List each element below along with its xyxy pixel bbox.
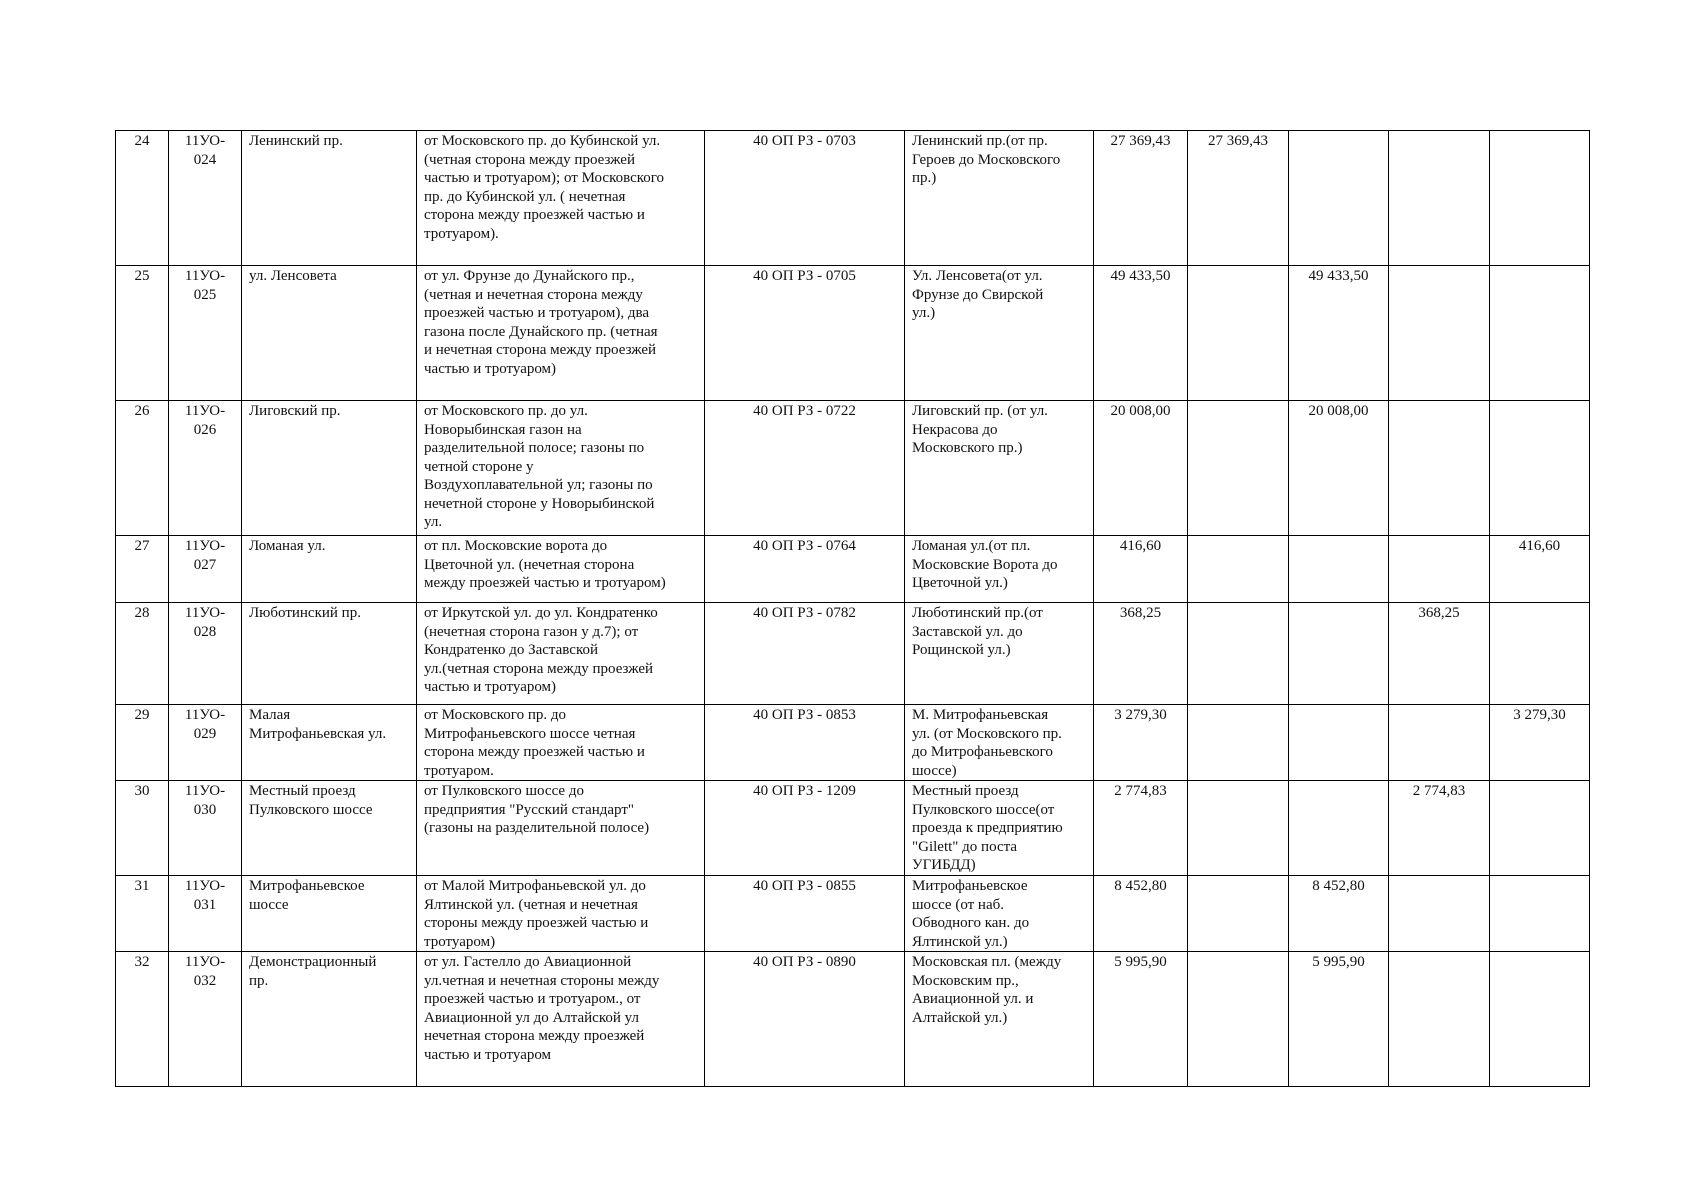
road-name-line: Ломаная ул.(от пл. bbox=[912, 538, 1031, 554]
area-value bbox=[1490, 266, 1590, 401]
area-value bbox=[1490, 876, 1590, 952]
section-description-line: проезжей частью и тротуаром., от bbox=[424, 991, 641, 1007]
road-name-line: УГИБДД) bbox=[912, 857, 976, 873]
street-name bbox=[242, 952, 417, 1087]
section-description-line: частью и тротуаром); от Московского bbox=[424, 170, 665, 186]
road-name-line: ул. (от Московского пр. bbox=[912, 725, 1062, 742]
section-description-line: предприятия "Русский стандарт" bbox=[424, 801, 635, 818]
street-name bbox=[242, 603, 417, 705]
row-number: 26 bbox=[116, 401, 169, 536]
road-name bbox=[905, 536, 1094, 603]
area-value bbox=[1289, 603, 1389, 705]
section-description-line: разделительной полосе; газоны по bbox=[424, 440, 645, 456]
area-value bbox=[1188, 705, 1289, 781]
section-description-line: Воздухоплавательной ул; газоны по bbox=[424, 477, 653, 493]
area-value bbox=[1389, 401, 1490, 536]
object-code-line: 024 bbox=[193, 151, 217, 168]
area-value bbox=[1389, 876, 1490, 952]
area-value bbox=[1188, 536, 1289, 603]
road-name-line: проезда к предприятию bbox=[912, 820, 1063, 836]
section-description-line: от Малой Митрофаньевской ул. до bbox=[424, 878, 646, 894]
section-description-line: сторона между проезжей частью и bbox=[424, 207, 645, 223]
road-name-line: Местный проезд bbox=[912, 783, 1019, 799]
section-description-line: четной стороне у bbox=[424, 458, 534, 475]
registry-number: 40 ОП РЗ - 0853 bbox=[705, 705, 905, 781]
row-number: 27 bbox=[116, 536, 169, 603]
road-name-line: пр.) bbox=[912, 170, 937, 186]
area-value bbox=[1389, 131, 1490, 266]
object-code bbox=[169, 536, 242, 603]
road-name bbox=[905, 401, 1094, 536]
area-value: 5 995,90 bbox=[1289, 952, 1389, 1087]
area-value: 8 452,80 bbox=[1289, 876, 1389, 952]
road-name-line: "Gilett" до поста bbox=[912, 838, 1017, 855]
section-description-line: от Пулковского шоссе до bbox=[424, 783, 584, 799]
road-name-line: до Митрофаньевского bbox=[912, 744, 1053, 760]
section-description-line: Кондратенко до Заставской bbox=[424, 642, 599, 658]
road-name bbox=[905, 781, 1094, 876]
area-value: 3 279,30 bbox=[1490, 705, 1590, 781]
area-value: 416,60 bbox=[1490, 536, 1590, 603]
section-description-line: Митрофаньевского шоссе четная bbox=[424, 725, 636, 742]
road-name-line: Ленинский пр.(от пр. bbox=[912, 133, 1048, 149]
section-description bbox=[417, 603, 705, 705]
street-name-line: пр. bbox=[249, 972, 269, 989]
road-name-line: ул.) bbox=[912, 305, 936, 321]
row-number: 28 bbox=[116, 603, 169, 705]
section-description-line: Цветочной ул. (нечетная сторона bbox=[424, 556, 635, 573]
green-areas-table bbox=[115, 130, 1590, 1087]
object-code-line: 11УО- bbox=[184, 954, 226, 970]
table-body bbox=[116, 131, 1590, 1087]
road-name-line: Фрунзе до Свирской bbox=[912, 286, 1044, 303]
row-number: 31 bbox=[116, 876, 169, 952]
section-description-line: проезжей частью и тротуаром), два bbox=[424, 305, 650, 321]
area-value bbox=[1188, 266, 1289, 401]
section-description bbox=[417, 131, 705, 266]
object-code bbox=[169, 401, 242, 536]
section-description bbox=[417, 781, 705, 876]
table-row bbox=[116, 603, 1590, 705]
street-name bbox=[242, 705, 417, 781]
total-area: 5 995,90 bbox=[1094, 952, 1188, 1087]
section-description-line: от Московского пр. до bbox=[424, 707, 566, 723]
object-code bbox=[169, 952, 242, 1087]
road-name-line: Обводного кан. до bbox=[912, 915, 1030, 931]
object-code-line: 11УО- bbox=[184, 605, 226, 621]
section-description-line: пр. до Кубинской ул. ( нечетная bbox=[424, 188, 626, 205]
area-value bbox=[1289, 705, 1389, 781]
road-name-line: Авиационной ул. и bbox=[912, 991, 1034, 1007]
road-name bbox=[905, 131, 1094, 266]
total-area: 27 369,43 bbox=[1094, 131, 1188, 266]
road-name-line: Алтайской ул.) bbox=[912, 1009, 1008, 1026]
street-name-line: Люботинский пр. bbox=[249, 605, 361, 621]
table-row bbox=[116, 536, 1590, 603]
object-code-line: 026 bbox=[193, 421, 217, 438]
area-value: 49 433,50 bbox=[1289, 266, 1389, 401]
street-name bbox=[242, 536, 417, 603]
table-row bbox=[116, 131, 1590, 266]
registry-number: 40 ОП РЗ - 0764 bbox=[705, 536, 905, 603]
object-code-line: 030 bbox=[193, 801, 217, 818]
road-name-line: Лиговский пр. (от ул. bbox=[912, 403, 1048, 419]
section-description-line: тротуаром). bbox=[424, 225, 499, 242]
area-value bbox=[1188, 603, 1289, 705]
road-name-line: Некрасова до bbox=[912, 421, 998, 438]
road-name bbox=[905, 876, 1094, 952]
area-value bbox=[1490, 131, 1590, 266]
registry-number: 40 ОП РЗ - 0722 bbox=[705, 401, 905, 536]
area-value bbox=[1188, 401, 1289, 536]
section-description-line: стороны между проезжей частью и bbox=[424, 915, 649, 931]
street-name-line: ул. Ленсовета bbox=[249, 268, 337, 284]
area-value bbox=[1490, 781, 1590, 876]
section-description-line: Ялтинской ул. (четная и нечетная bbox=[424, 896, 638, 913]
section-description-line: от Московского пр. до ул. bbox=[424, 403, 588, 419]
section-description-line: ул.(четная сторона между проезжей bbox=[424, 660, 654, 677]
area-value: 20 008,00 bbox=[1289, 401, 1389, 536]
object-code bbox=[169, 131, 242, 266]
registry-number: 40 ОП РЗ - 0855 bbox=[705, 876, 905, 952]
section-description-line: нечетной стороне у Новорыбинской bbox=[424, 495, 655, 512]
area-value bbox=[1389, 536, 1490, 603]
table-row bbox=[116, 401, 1590, 536]
street-name-line: Лиговский пр. bbox=[249, 403, 341, 419]
street-name-line: Пулковского шоссе bbox=[249, 801, 373, 818]
object-code-line: 029 bbox=[193, 725, 217, 742]
street-name-line: Местный проезд bbox=[249, 783, 356, 799]
area-value bbox=[1289, 536, 1389, 603]
section-description bbox=[417, 952, 705, 1087]
street-name bbox=[242, 401, 417, 536]
object-code-line: 11УО- bbox=[184, 403, 226, 419]
street-name bbox=[242, 781, 417, 876]
section-description-line: ул.четная и нечетная стороны между bbox=[424, 972, 660, 989]
area-value bbox=[1389, 952, 1490, 1087]
section-description bbox=[417, 876, 705, 952]
total-area: 368,25 bbox=[1094, 603, 1188, 705]
object-code-line: 025 bbox=[193, 286, 217, 303]
road-name-line: Героев до Московского bbox=[912, 151, 1061, 168]
road-name-line: Заставской ул. до bbox=[912, 623, 1023, 640]
object-code-line: 031 bbox=[193, 896, 217, 913]
total-area: 2 774,83 bbox=[1094, 781, 1188, 876]
area-value bbox=[1389, 266, 1490, 401]
area-value bbox=[1289, 131, 1389, 266]
section-description-line: и нечетная сторона между проезжей bbox=[424, 342, 657, 358]
area-value: 27 369,43 bbox=[1188, 131, 1289, 266]
row-number: 32 bbox=[116, 952, 169, 1087]
registry-number: 40 ОП РЗ - 0705 bbox=[705, 266, 905, 401]
street-name-line: Демонстрационный bbox=[249, 954, 377, 970]
road-name-line: Пулковского шоссе(от bbox=[912, 801, 1055, 818]
section-description-line: тротуаром) bbox=[424, 933, 496, 950]
road-name-line: Московского пр.) bbox=[912, 440, 1023, 456]
object-code-line: 028 bbox=[193, 623, 217, 640]
object-code-line: 11УО- bbox=[184, 268, 226, 284]
street-name-line: Митрофаньевское bbox=[249, 878, 365, 894]
section-description-line: тротуаром. bbox=[424, 762, 494, 779]
row-number: 29 bbox=[116, 705, 169, 781]
section-description-line: от пл. Московские ворота до bbox=[424, 538, 608, 554]
section-description-line: от ул. Гастелло до Авиационной bbox=[424, 954, 632, 970]
road-name-line: Ул. Ленсовета(от ул. bbox=[912, 268, 1043, 284]
area-value bbox=[1389, 705, 1490, 781]
street-name-line: Ломаная ул. bbox=[249, 538, 326, 554]
road-name bbox=[905, 952, 1094, 1087]
table-row bbox=[116, 705, 1590, 781]
road-name bbox=[905, 705, 1094, 781]
section-description-line: (четная и нечетная сторона между bbox=[424, 286, 643, 303]
section-description-line: сторона между проезжей частью и bbox=[424, 744, 645, 760]
road-name bbox=[905, 603, 1094, 705]
road-name-line: шоссе) bbox=[912, 762, 957, 779]
road-name bbox=[905, 266, 1094, 401]
area-value: 368,25 bbox=[1389, 603, 1490, 705]
object-code bbox=[169, 603, 242, 705]
section-description bbox=[417, 536, 705, 603]
street-name-line: Малая bbox=[249, 707, 291, 723]
registry-number: 40 ОП РЗ - 0782 bbox=[705, 603, 905, 705]
total-area: 49 433,50 bbox=[1094, 266, 1188, 401]
section-description-line: частью и тротуаром) bbox=[424, 679, 557, 695]
row-number: 24 bbox=[116, 131, 169, 266]
road-name-line: Московским пр., bbox=[912, 972, 1019, 989]
area-value bbox=[1289, 781, 1389, 876]
object-code bbox=[169, 705, 242, 781]
object-code bbox=[169, 876, 242, 952]
total-area: 416,60 bbox=[1094, 536, 1188, 603]
area-value bbox=[1490, 401, 1590, 536]
object-code bbox=[169, 266, 242, 401]
section-description-line: от Московского пр. до Кубинской ул. bbox=[424, 133, 661, 149]
street-name-line: Митрофаньевская ул. bbox=[249, 725, 387, 742]
street-name bbox=[242, 266, 417, 401]
section-description-line: (четная сторона между проезжей bbox=[424, 151, 635, 168]
section-description bbox=[417, 266, 705, 401]
road-name-line: Московская пл. (между bbox=[912, 954, 1062, 970]
road-name-line: Рощинской ул.) bbox=[912, 642, 1011, 658]
area-value bbox=[1188, 781, 1289, 876]
area-value bbox=[1490, 952, 1590, 1087]
section-description-line: Авиационной ул до Алтайской ул bbox=[424, 1009, 639, 1026]
road-name-line: Цветочной ул.) bbox=[912, 575, 1008, 591]
street-name bbox=[242, 876, 417, 952]
section-description bbox=[417, 705, 705, 781]
road-name-line: Ялтинской ул.) bbox=[912, 933, 1008, 950]
area-value bbox=[1188, 876, 1289, 952]
row-number: 30 bbox=[116, 781, 169, 876]
road-name-line: Московские Ворота до bbox=[912, 556, 1058, 573]
object-code-line: 11УО- bbox=[184, 133, 226, 149]
road-name-line: М. Митрофаньевская bbox=[912, 707, 1049, 723]
area-value: 2 774,83 bbox=[1389, 781, 1490, 876]
section-description-line: от Иркутской ул. до ул. Кондратенко bbox=[424, 605, 658, 621]
area-value bbox=[1490, 603, 1590, 705]
registry-number: 40 ОП РЗ - 0890 bbox=[705, 952, 905, 1087]
road-name-line: Митрофаньевское bbox=[912, 878, 1028, 894]
section-description-line: (газоны на разделительной полосе) bbox=[424, 820, 650, 836]
registry-number: 40 ОП РЗ - 0703 bbox=[705, 131, 905, 266]
table-row bbox=[116, 876, 1590, 952]
table-row bbox=[116, 266, 1590, 401]
section-description-line: Новорыбинская газон на bbox=[424, 421, 582, 438]
section-description-line: между проезжей частью и тротуаром) bbox=[424, 575, 666, 591]
street-name-line: шоссе bbox=[249, 896, 289, 913]
section-description-line: газона после Дунайского пр. (четная bbox=[424, 323, 658, 340]
area-value bbox=[1188, 952, 1289, 1087]
section-description-line: от ул. Фрунзе до Дунайского пр., bbox=[424, 268, 635, 284]
road-name-line: Люботинский пр.(от bbox=[912, 605, 1043, 621]
section-description bbox=[417, 401, 705, 536]
object-code-line: 11УО- bbox=[184, 538, 226, 554]
object-code bbox=[169, 781, 242, 876]
object-code-line: 11УО- bbox=[184, 878, 226, 894]
road-name-line: шоссе (от наб. bbox=[912, 896, 1004, 913]
table-row bbox=[116, 781, 1590, 876]
street-name bbox=[242, 131, 417, 266]
total-area: 20 008,00 bbox=[1094, 401, 1188, 536]
table-row bbox=[116, 952, 1590, 1087]
section-description-line: частью и тротуаром) bbox=[424, 360, 557, 377]
section-description-line: нечетная сторона между проезжей bbox=[424, 1028, 645, 1044]
total-area: 8 452,80 bbox=[1094, 876, 1188, 952]
total-area: 3 279,30 bbox=[1094, 705, 1188, 781]
street-name-line: Ленинский пр. bbox=[249, 133, 343, 149]
object-code-line: 11УО- bbox=[184, 783, 226, 799]
section-description-line: (нечетная сторона газон у д.7); от bbox=[424, 623, 639, 640]
registry-number: 40 ОП РЗ - 1209 bbox=[705, 781, 905, 876]
object-code-line: 032 bbox=[193, 972, 217, 989]
row-number: 25 bbox=[116, 266, 169, 401]
object-code-line: 11УО- bbox=[184, 707, 226, 723]
object-code-line: 027 bbox=[193, 556, 217, 573]
section-description-line: частью и тротуаром bbox=[424, 1046, 552, 1063]
section-description-line: ул. bbox=[424, 514, 443, 530]
